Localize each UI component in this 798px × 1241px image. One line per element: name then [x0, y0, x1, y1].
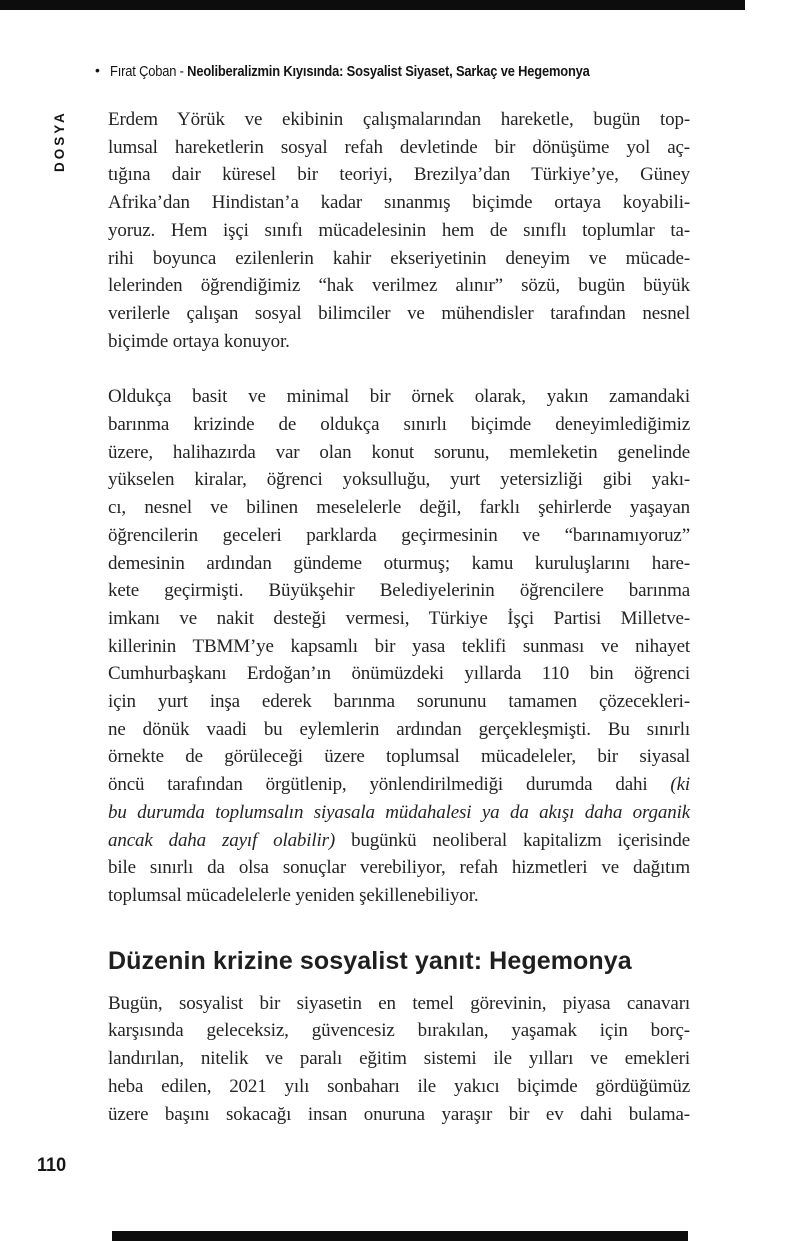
text-segment: bugünkü neoliberal kapitalizm içerisinde	[335, 829, 690, 851]
text-line: bu durumda toplumsalın siyasala müdahalesi ya da akışı daha organik	[108, 801, 690, 823]
text-line: ne dönük vaadi bu eylemlerin ardından gerçekleşmişti. Bu sınırlı	[108, 718, 690, 740]
text-line: cı, nesnel ve bilinen meselelerle değil, farklı şehirlerde yaşayan	[108, 497, 690, 519]
text-line: karşısında geleceksiz, güvencesiz bırakılan, yaşamak için borç-	[108, 1020, 690, 1042]
text-line: Erdem Yörük ve ekibinin çalışmalarından hareketle, bugün top-	[108, 109, 690, 130]
text-line	[108, 771, 690, 799]
text-line: killerinin TBMM’ye kapsamlı bir yasa teklifi sunması ve nihayet	[108, 635, 690, 657]
text-line: barınma krizinde de oldukça sınırlı biçimde deneyimlediğimiz	[108, 414, 690, 436]
text-line: imkanı ve nakit desteği vermesi, Türkiye İşçi Partisi Milletve-	[108, 607, 690, 629]
page-number: 110	[37, 1155, 67, 1176]
body-text	[108, 106, 690, 1156]
section-heading: Düzenin krizine sosyalist yanıt: Hegemonya	[108, 946, 632, 975]
text-line: Afrika’dan Hindistan’a kadar sınanmış biçimde ortaya koyabili-	[108, 192, 690, 214]
text-line	[108, 827, 690, 855]
text-line: rihi boyunca ezilenlerin kahir ekseriyetinin deneyim ve mücade-	[108, 247, 690, 269]
text-line: lumsal hareketlerin sosyal refah devletinde bir dönüşüme yol aç-	[108, 136, 690, 158]
header-article-title: Neoliberalizmin Kıyısında: Sosyalist Siyaset, Sarkaç ve Hegemonya	[187, 63, 590, 80]
paragraph-2	[108, 383, 690, 909]
top-edge-bar	[0, 0, 745, 10]
text-line: lelerinden öğrendiğimiz “hak verilmez alınır” sözü, bugün büyük	[108, 275, 690, 297]
text-line: Oldukça basit ve minimal bir örnek olarak, yakın zamandaki	[108, 386, 690, 408]
text-line: yükselen kiralar, öğrenci yoksulluğu, yurt yetersizliği gibi yakı-	[108, 469, 690, 491]
text-line: örnekte de görüleceği üzere toplumsal mücadeleler, bir siyasal	[108, 746, 690, 768]
text-segment: öncü tarafından örgütlenip, yönlendirilmediği durumda dahi	[108, 774, 671, 796]
text-line: yoruz. Hem işçi sınıfı mücadelesinin hem de sınıflı toplumlar ta-	[108, 219, 690, 241]
text-segment-italic: (ki	[670, 774, 690, 796]
text-line: landırılan, nitelik ve paralı eğitim sistemi ile yılları ve emekleri	[108, 1048, 690, 1070]
text-line: demesinin ardından gündeme oturmuş; kamu kuruluşlarını hare-	[108, 552, 690, 574]
running-header	[95, 62, 775, 80]
bottom-edge-bar	[112, 1231, 688, 1241]
paragraph-3	[108, 990, 690, 1129]
header-author: Fırat Çoban -	[109, 63, 188, 80]
bullet-icon: •	[95, 62, 100, 78]
paragraph-1	[108, 106, 690, 355]
text-line: bile sınırlı da olsa sonuçlar verebiliyor, refah hizmetleri ve dağıtım	[108, 857, 690, 879]
text-line: kete geçirmişti. Büyükşehir Belediyelerinin öğrencilere barınma	[108, 580, 690, 602]
text-line: tığına dair küresel bir teoriyi, Brezilya’dan Türkiye’ye, Güney	[108, 164, 690, 186]
text-line: toplumsal mücadelelerle yeniden şekillenebiliyor.	[108, 884, 479, 906]
text-line: biçimde ortaya konuyor.	[108, 330, 290, 352]
text-segment-italic: ancak daha zayıf olabilir)	[108, 829, 336, 851]
text-line: üzere başını sokacağı insan onuruna yaraşır bir ev dahi bulama-	[108, 1103, 690, 1125]
text-line: Bugün, sosyalist bir siyasetin en temel görevinin, piyasa canavarı	[108, 992, 690, 1014]
section-label-vertical: DOSYA	[52, 110, 67, 172]
text-line: için yurt inşa ederek barınma sorununu tamamen çözecekleri-	[108, 691, 690, 713]
text-line: Cumhurbaşkanı Erdoğan’ın önümüzdeki yıllarda 110 bin öğrenci	[108, 663, 690, 685]
text-line: üzere, halihazırda var olan konut sorunu, memleketin genelinde	[108, 441, 690, 463]
text-line: heba edilen, 2021 yılı sonbaharı ile yakıcı biçimde gördüğümüz	[108, 1075, 690, 1097]
text-line: verilerle çalışan sosyal bilimciler ve mühendisler tarafından nesnel	[108, 302, 690, 324]
text-line: öğrencilerin geceleri parklarda geçirmesinin ve “barınamıyoruz”	[108, 524, 690, 546]
